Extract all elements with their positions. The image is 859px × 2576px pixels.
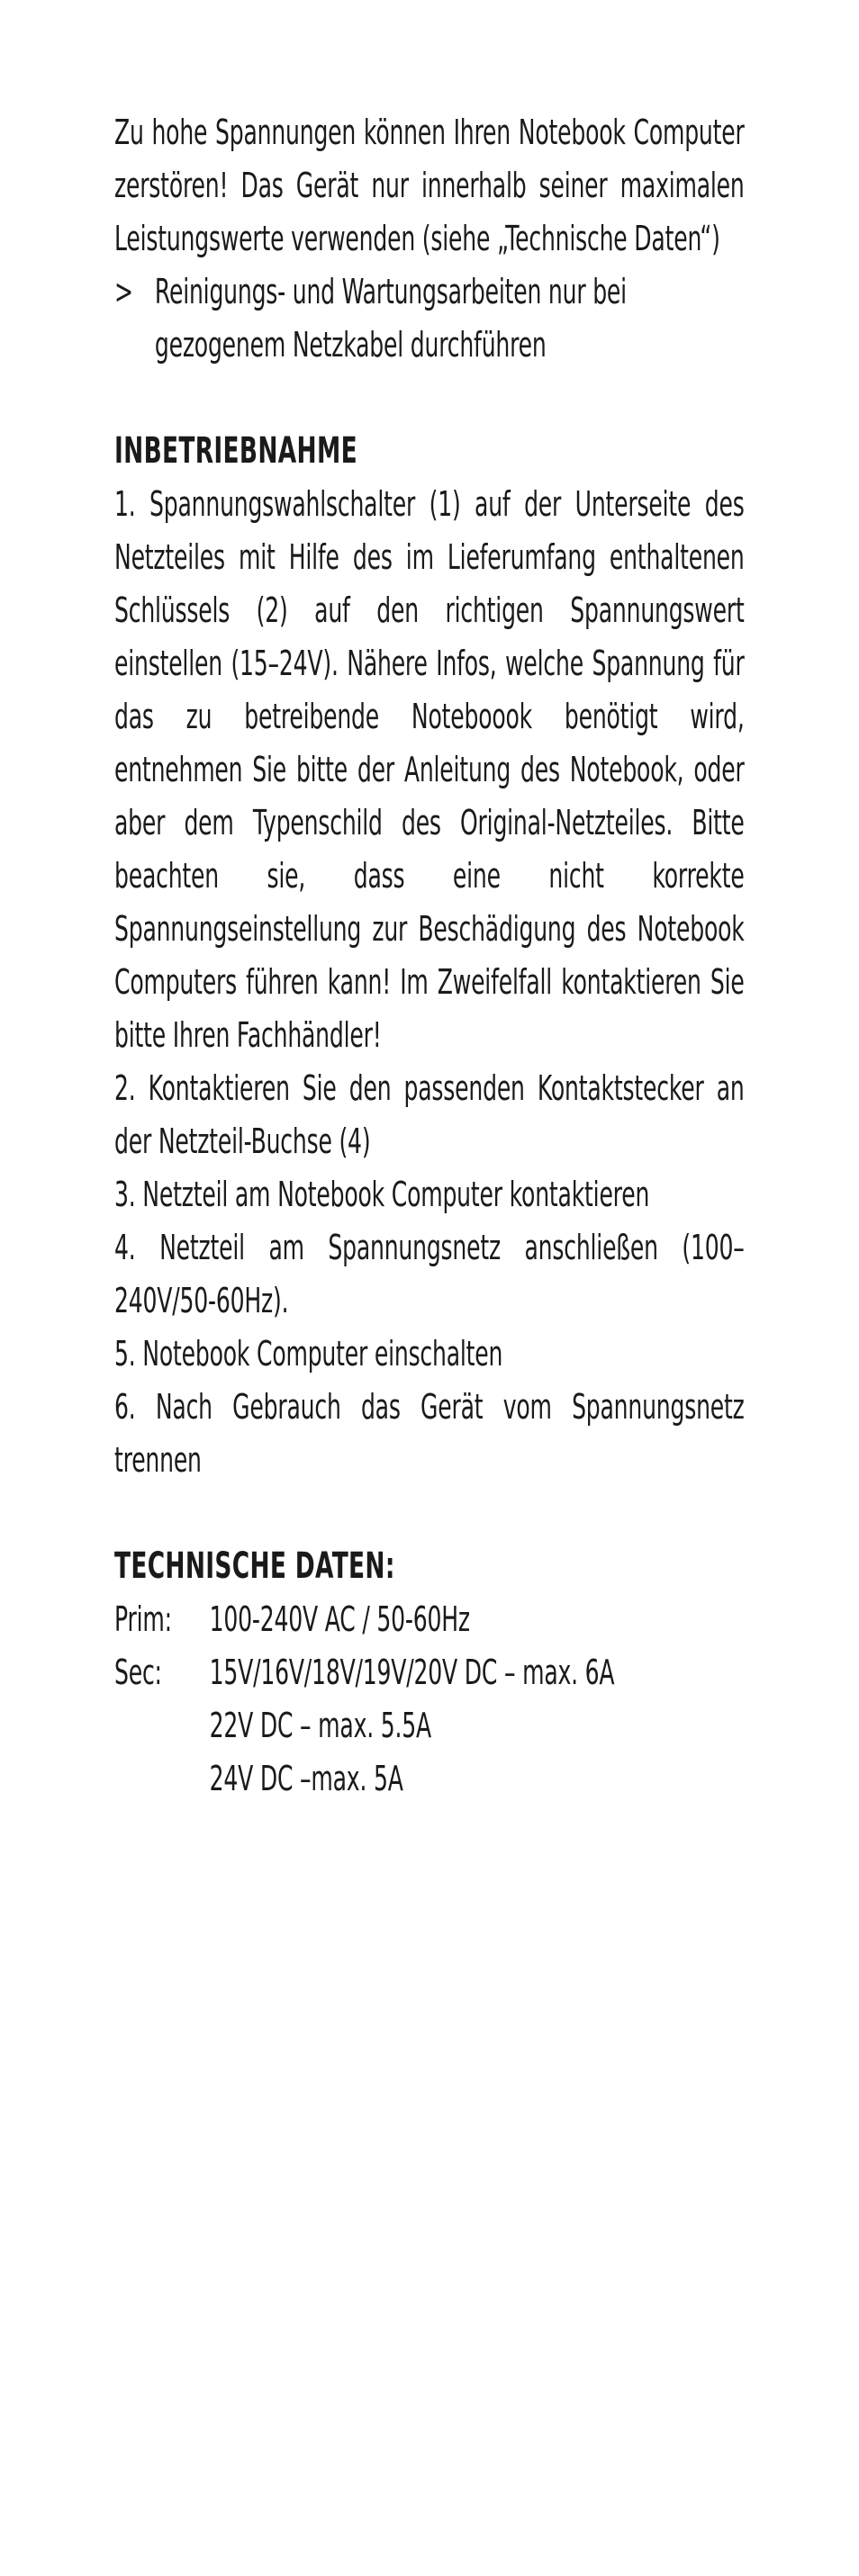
setup-step-2: 2. Kontaktieren Sie den passenden Kontaktstecker an der Netzteil-Buchse (4) [114, 1068, 745, 1161]
cleaning-note-text: Reinigungs- und Wartungsarbeiten nur bei gezogenem Netzkabel durchführen [154, 272, 627, 365]
spec-label-prim: Prim: [114, 1599, 172, 1639]
setup-step-4: 4. Netzteil am Spannungsnetz anschließen (100–240V/50-60Hz). [114, 1228, 745, 1320]
spec-row-prim [114, 1593, 745, 1646]
spec-value-sec-1: 15V/16V/18V/19V/20V DC – max. 6A [209, 1653, 615, 1692]
text-column [114, 106, 745, 1806]
spec-label-sec: Sec: [114, 1653, 162, 1692]
cleaning-note [114, 266, 745, 372]
setup-step-6: 6. Nach Gebrauch das Gerät vom Spannungsnetz trennen [114, 1387, 745, 1480]
specs-heading: TECHNISCHE DATEN: [114, 1545, 395, 1587]
section-spacer [114, 1487, 745, 1540]
setup-step-1: 1. Spannungswahlschalter (1) auf der Unterseite des Netzteiles mit Hilfe des im Lieferumfang enthaltenen Schlüssels (2) auf den richtigen Spannungswert einstellen (15–24V). Nähere Infos, welche Spannung für das zu betreibende Noteboook benötigt wird, entnehmen Sie bitte der Anleitung des Notebook, oder aber dem Typenschild des Original-Netzteiles. Bitte beachten sie, dass eine nicht korrekte Spannungseinstellung zur Beschädigung des Notebook Computers führen kann! Im Zweifelfall kontaktieren Sie bitte Ihren Fachhändler! [114, 484, 745, 1055]
voltage-warning: Zu hohe Spannungen können Ihren Notebook Computer zerstören! Das Gerät nur innerhalb seiner maximalen Leistungswerte verwenden (siehe „Technische Daten“) [114, 113, 745, 258]
setup-step-5: 5. Notebook Computer einschalten [114, 1334, 503, 1374]
bullet-marker: > [114, 272, 133, 311]
spec-row-sec [114, 1646, 745, 1806]
setup-step-3: 3. Netzteil am Notebook Computer kontaktieren [114, 1175, 650, 1214]
spec-value-sec-3: 24V DC –max. 5A [209, 1759, 403, 1798]
manual-page [114, 106, 745, 1806]
setup-heading: INBETRIEBNAHME [114, 430, 357, 472]
section-spacer [114, 372, 745, 425]
spec-value-prim: 100-240V AC / 50-60Hz [209, 1599, 470, 1639]
spec-values-sec [210, 1646, 745, 1806]
spec-value-sec-2: 22V DC – max. 5.5A [209, 1706, 432, 1745]
